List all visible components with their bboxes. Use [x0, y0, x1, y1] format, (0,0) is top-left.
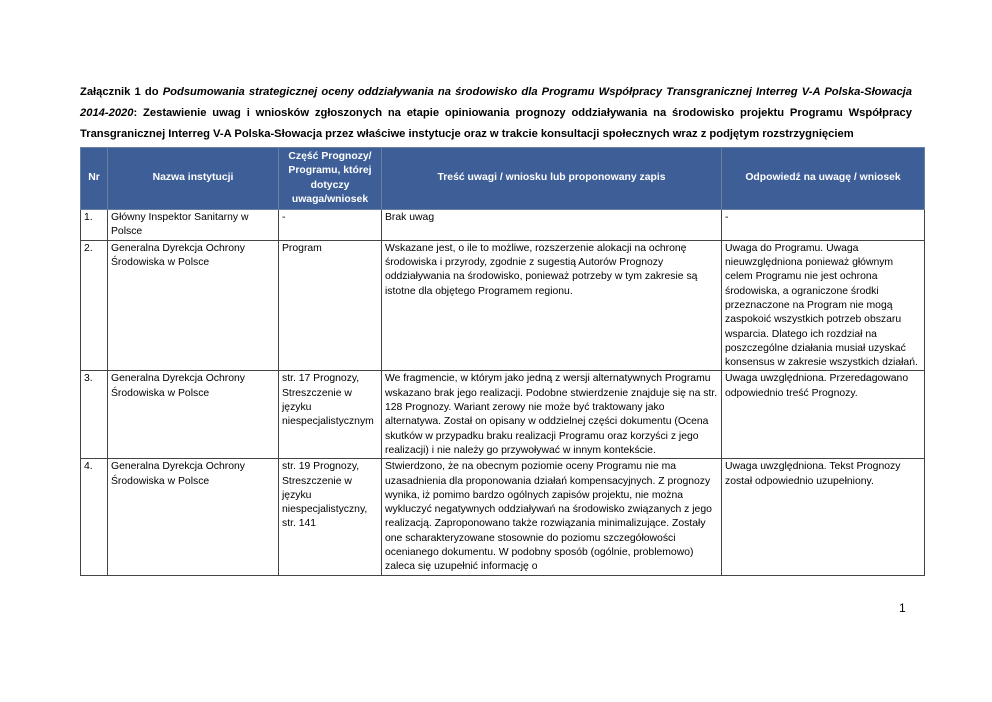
cell-response: Uwaga uwzględniona. Tekst Prognozy został odpowiednio uzupełniony.: [722, 459, 925, 575]
cell-nr: 1.: [81, 210, 108, 241]
document-heading: [80, 82, 912, 145]
cell-content: We fragmencie, w którym jako jedną z wersji alternatywnych Programu wskazano brak jego realizacji. Podobne stwierdzenie znajduje się na str. 128 Prognozy. Wariant zerowy nie może być traktowany jako alternatywa. Został on opisany w oddzielnej części dokumentu (Ocena skutków w przypadku braku realizacji Programu oraz korzyści z jego realizacji) i nie należy go przywoływać w innym kontekście.: [382, 371, 722, 459]
heading-prefix: Załącznik 1 do: [80, 86, 163, 98]
table-header-row: [81, 148, 925, 210]
remarks-table: [80, 147, 925, 576]
cell-institution: Generalna Dyrekcja Ochrony Środowiska w Polsce: [108, 240, 279, 371]
header-content: Treść uwagi / wniosku lub proponowany zapis: [382, 148, 722, 210]
cell-content: Stwierdzono, że na obecnym poziomie oceny Programu nie ma uzasadnienia dla proponowania działań kompensacyjnych. Z prognozy wynika, iż pomimo bardzo ogólnych zapisów projektu, nie można wykluczyć negatywnych oddziaływań na środowisko związanych z jego realizacją. Zaproponowano także rozwiązania minimalizujące. Zostały one scharakteryzowane stosownie do poziomu szczegółowości ocenianego dokumentu. W podobny sposób (ogólnie, problemowo) zaleca się uzupełnić informację o: [382, 459, 722, 575]
cell-part: -: [279, 210, 382, 241]
header-response: Odpowiedź na uwagę / wniosek: [722, 148, 925, 210]
cell-nr: 4.: [81, 459, 108, 575]
header-nr: Nr: [81, 148, 108, 210]
cell-response: Uwaga do Programu. Uwaga nieuwzględniona ponieważ głównym celem Programu nie jest ochrona środowiska, a ograniczone środki przeznaczone na Program nie mogą zaspokoić wszystkich potrzeb obszaru wsparcia. Dlatego ich rozdział na poszczególne działania musiał uzyskać konsensus w zakresie wszystkich działań.: [722, 240, 925, 371]
cell-content: Wskazane jest, o ile to możliwe, rozszerzenie alokacji na ochronę środowiska i przyrody, zgodnie z sugestią Autorów Prognozy oddziaływania na środowisko, ponieważ potrzeby w tym zakresie są istotne dla objętego Programem regionu.: [382, 240, 722, 371]
cell-part: str. 19 Prognozy, Streszczenie w języku niespecjalistyczny, str. 141: [279, 459, 382, 575]
cell-institution: Generalna Dyrekcja Ochrony Środowiska w Polsce: [108, 371, 279, 459]
table-row: [81, 459, 925, 575]
cell-institution: Generalna Dyrekcja Ochrony Środowiska w Polsce: [108, 459, 279, 575]
heading-description: : Zestawienie uwag i wniosków zgłoszonych na etapie opiniowania prognozy oddziaływania na środowisko projektu Programu Współpracy Transgranicznej Interreg V-A Polska-Słowacja przez właściwe instytucje oraz w trakcie konsultacji społecznych wraz z podjętym rozstrzygnięciem: [80, 107, 912, 140]
cell-response: Uwaga uwzględniona. Przeredagowano odpowiednio treść Prognozy.: [722, 371, 925, 459]
table-row: [81, 240, 925, 371]
cell-part: str. 17 Prognozy, Streszczenie w języku niespecjalistycznym: [279, 371, 382, 459]
cell-part: Program: [279, 240, 382, 371]
heading-document-title: Podsumowania strategicznej oceny oddziaływania na środowisko dla Programu Współpracy Transgranicznej Interreg V-A Polska-Słowacja 2014-2020: [80, 86, 912, 119]
cell-content: Brak uwag: [382, 210, 722, 241]
page-number: 1: [899, 601, 906, 615]
table-row: [81, 210, 925, 241]
cell-nr: 3.: [81, 371, 108, 459]
header-institution: Nazwa instytucji: [108, 148, 279, 210]
table-row: [81, 371, 925, 459]
header-part: Część Prognozy/ Programu, której dotyczy uwaga/wniosek: [279, 148, 382, 210]
cell-institution: Główny Inspektor Sanitarny w Polsce: [108, 210, 279, 241]
cell-response: -: [722, 210, 925, 241]
cell-nr: 2.: [81, 240, 108, 371]
